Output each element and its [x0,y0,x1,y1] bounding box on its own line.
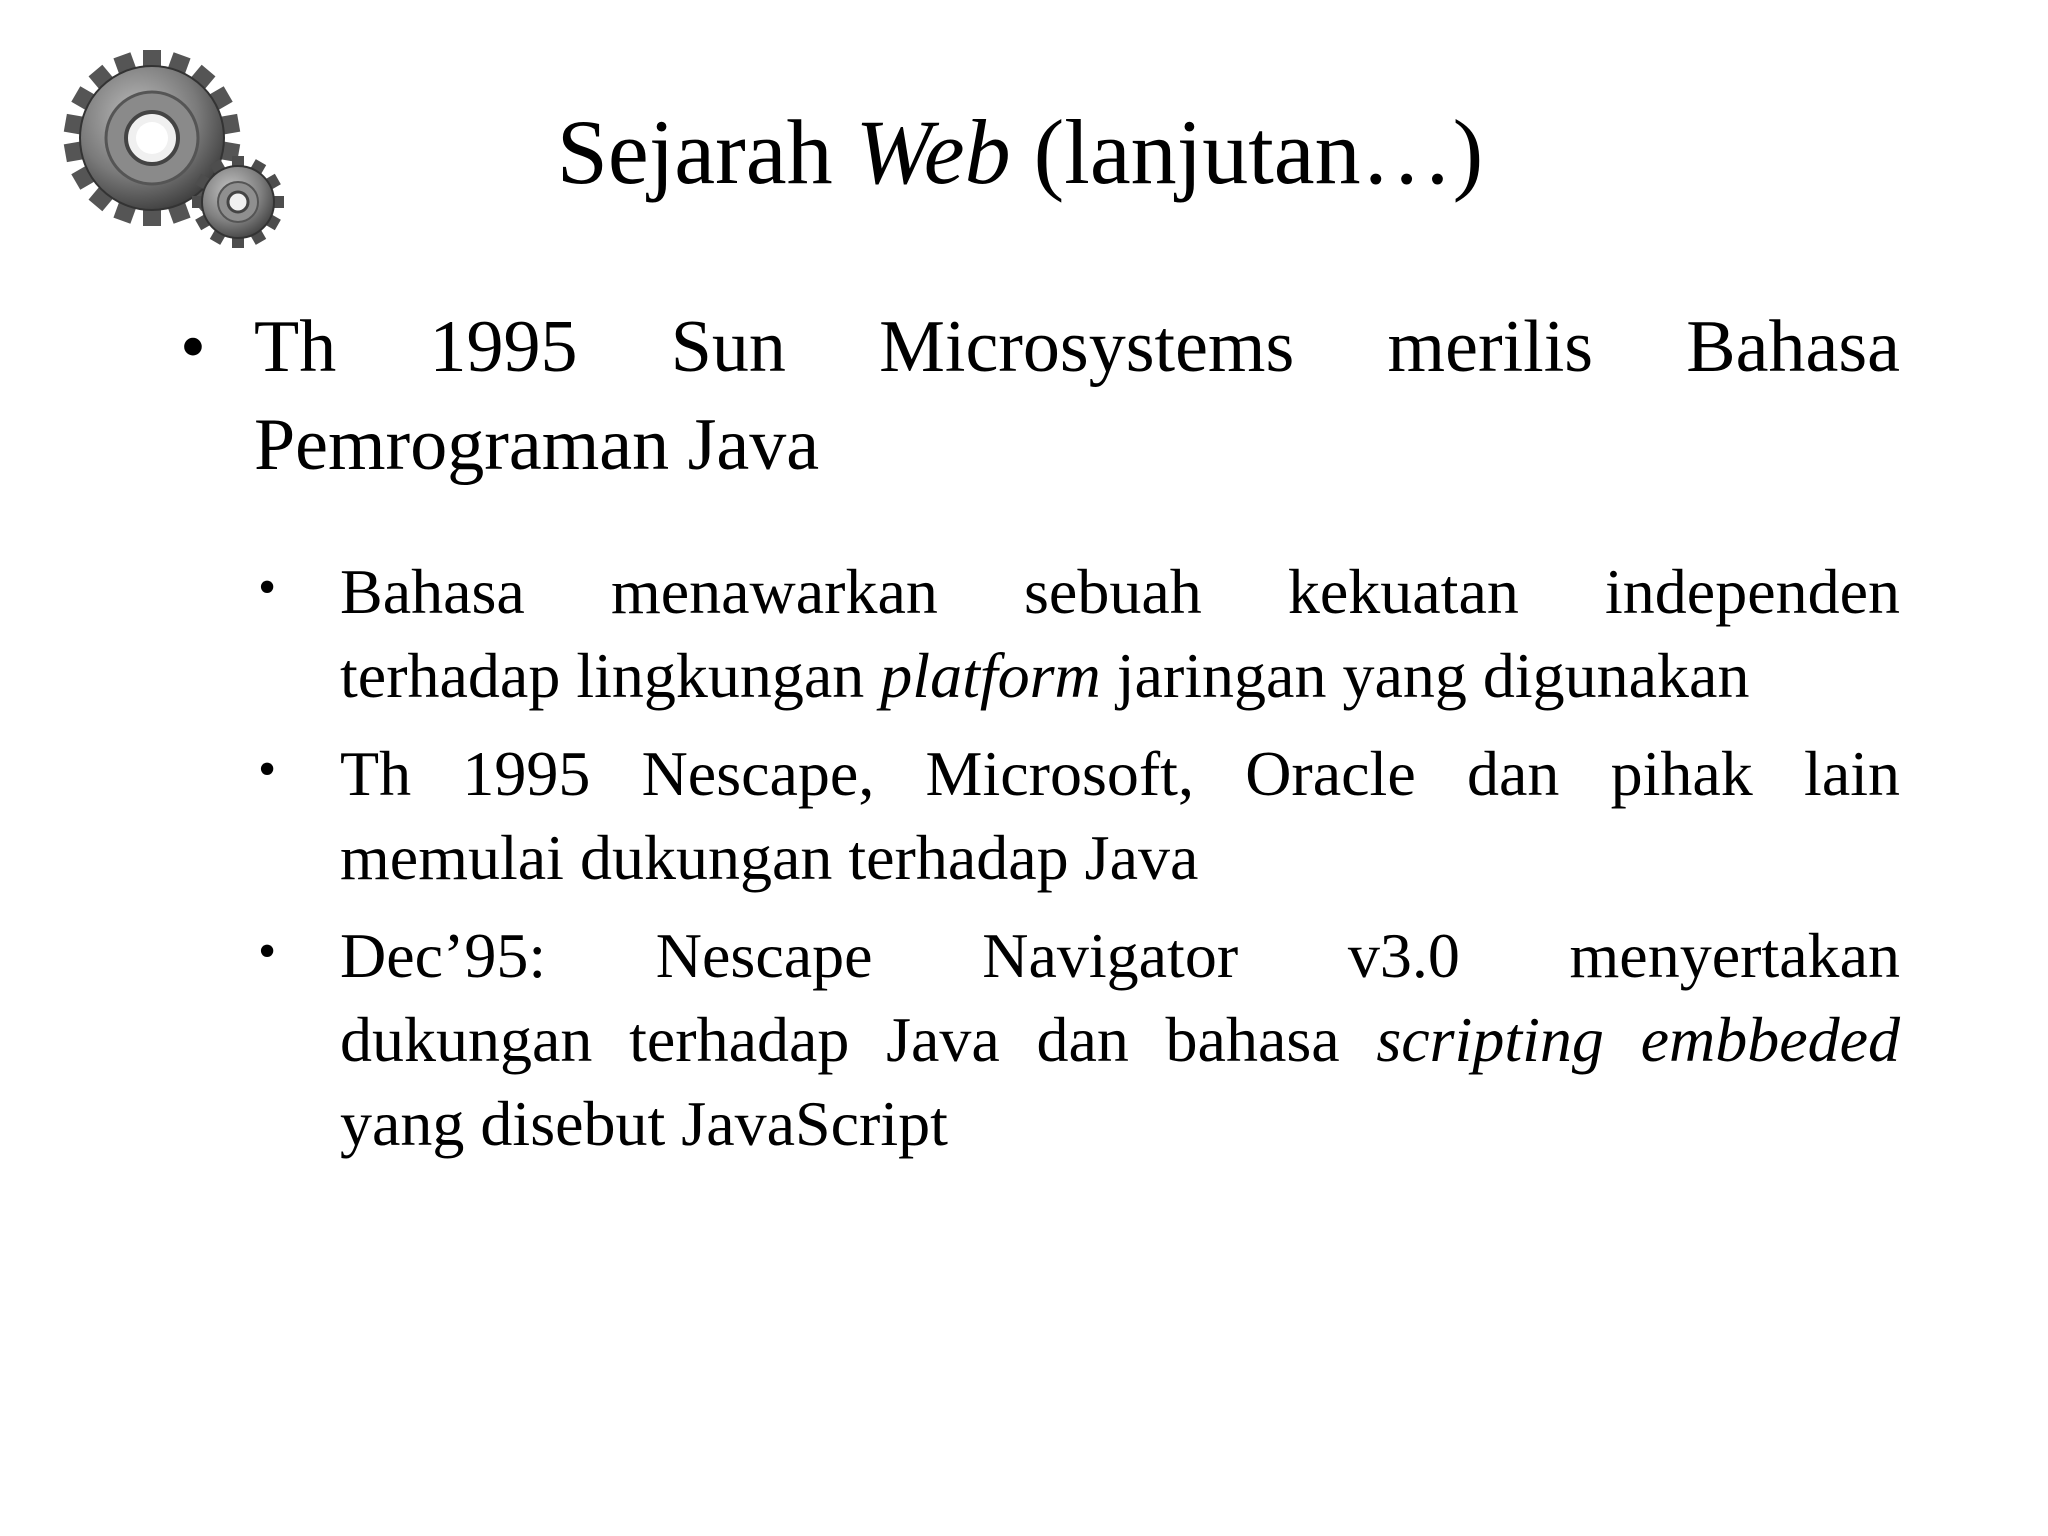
bullet-marker: • [258,923,277,980]
sub-bullet-line [340,998,1900,1082]
sub-bullet-text [340,914,1900,1166]
sub-bullet-line: Th 1995 Nescape, Microsoft, Oracle dan pihak lain [340,738,1900,809]
bullet-marker: • [258,559,277,616]
sub-bullet-item [258,732,1900,900]
sub-bullet-text [340,550,1900,718]
text-segment: jaringan yang digunakan [1100,640,1750,711]
italic-term: scripting embbeded [1376,1004,1900,1075]
main-bullet-text [254,298,1900,494]
gear-icon [60,50,300,250]
sub-bullet-text [340,732,1900,900]
title-italic-web: Web [855,101,1011,203]
slide-title [300,100,1740,206]
text-segment: terhadap lingkungan [340,640,881,711]
sub-bullet-item [258,550,1900,718]
sub-bullet-line: Dec’95: Nescape Navigator v3.0 menyertakan [340,920,1900,991]
italic-term: platform [880,640,1101,711]
main-bullet-line2: Pemrograman Java [254,404,820,486]
title-part1: Sejarah [556,101,856,203]
sub-bullet-line [340,634,1900,718]
sub-bullet-line: yang disebut JavaScript [340,1088,948,1159]
bullet-marker: • [180,306,206,388]
bullet-marker: • [258,741,277,798]
main-bullet-line1: Th 1995 Sun Microsystems merilis Bahasa [254,306,1900,388]
title-part3: (lanjutan…) [1010,101,1484,203]
sub-bullet-item [258,914,1900,1166]
sub-bullet-list [258,550,1900,1180]
text-segment: dukungan terhadap Java dan bahasa [340,1004,1377,1075]
sub-bullet-line: Bahasa menawarkan sebuah kekuatan independen [340,556,1900,627]
sub-bullet-line: memulai dukungan terhadap Java [340,822,1199,893]
